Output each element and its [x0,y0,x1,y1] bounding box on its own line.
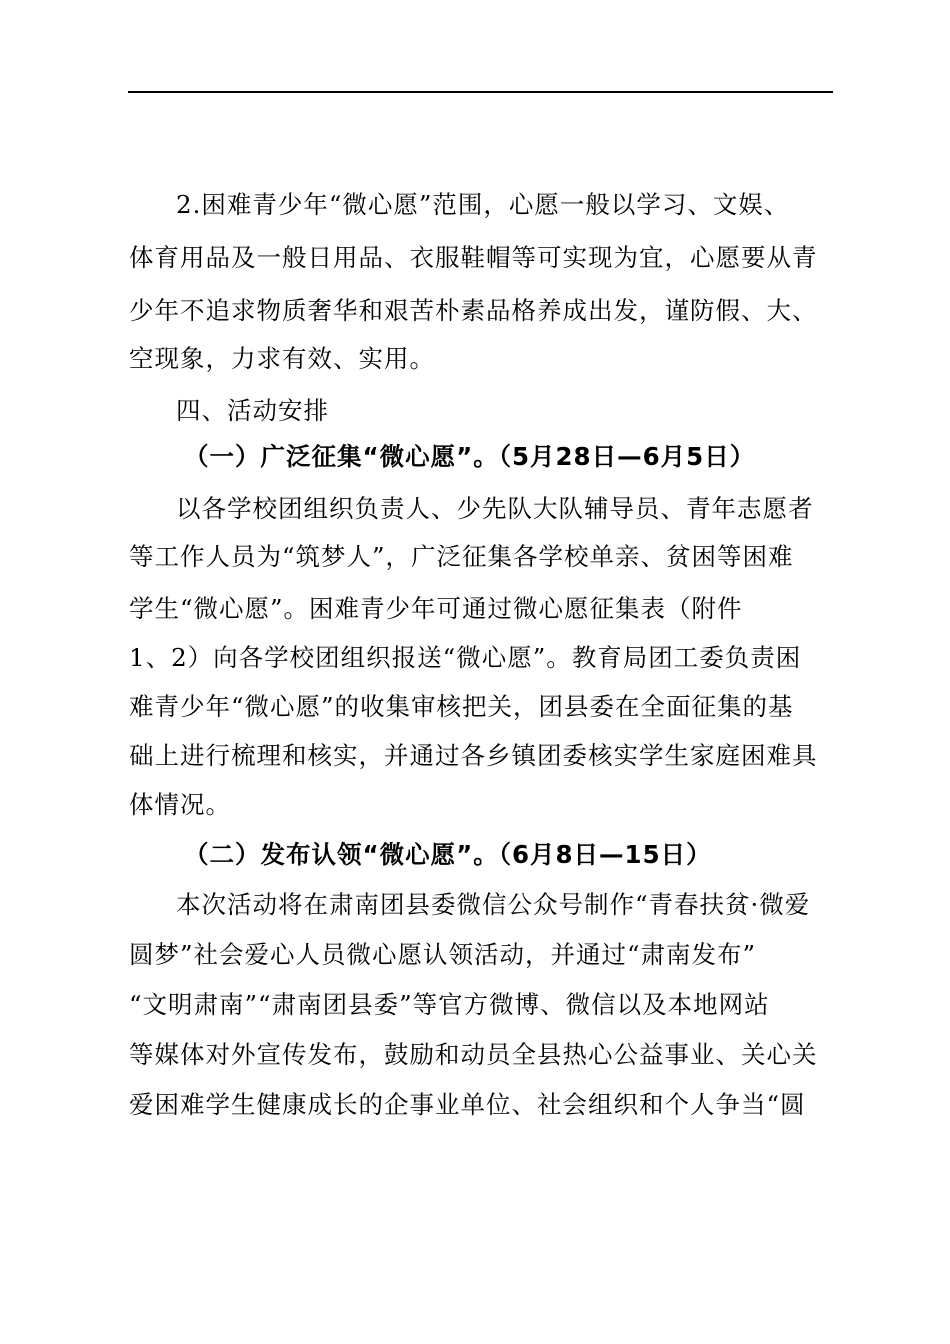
text-line: 2.困难青少年“微心愿”范围，心愿一般以学习、文娱、 [176,190,790,219]
subsection-heading: （二）发布认领“微心愿”。（6月8日—15日） [184,840,712,869]
text-line: 体育用品及一般日用品、衣服鞋帽等可实现为宜，心愿要从青 [129,243,818,272]
text-line: 难青少年“微心愿”的收集审核把关，团县委在全面征集的基 [129,692,794,721]
text-line: 体情况。 [129,790,231,819]
text-line: 空现象，力求有效、实用。 [129,344,435,373]
subsection-heading: （一）广泛征集“微心愿”。（5月28日—6月5日） [184,442,756,471]
text-line: 本次活动将在肃南团县委微信公众号制作“青春扶贫·微爱 [176,890,811,919]
text-line: 1、2）向各学校团组织报送“微心愿”。教育局团工委负责困 [129,643,802,672]
text-line: 圆梦”社会爱心人员微心愿认领活动，并通过“肃南发布” [129,940,757,969]
text-line: 少年不追求物质奢华和艰苦朴素品格养成出发，谨防假、大、 [129,296,818,325]
section-heading: 四、活动安排 [176,396,329,425]
text-line: 等媒体对外宣传发布，鼓励和动员全县热心公益事业、关心关 [129,1040,818,1069]
text-line: 等工作人员为“筑梦人”，广泛征集各学校单亲、贫困等困难 [129,542,794,571]
text-line: 爱困难学生健康成长的企事业单位、社会组织和个人争当“圆 [129,1090,806,1119]
text-line: 础上进行梳理和核实，并通过各乡镇团委核实学生家庭困难具 [129,741,818,770]
text-line: “文明肃南”“肃南团县委”等官方微博、微信以及本地网站 [129,990,770,1019]
text-line: 以各学校团组织负责人、少先队大队辅导员、青年志愿者 [176,494,814,523]
header-rule [128,91,833,93]
text-line: 学生“微心愿”。困难青少年可通过微心愿征集表（附件 [129,594,743,623]
